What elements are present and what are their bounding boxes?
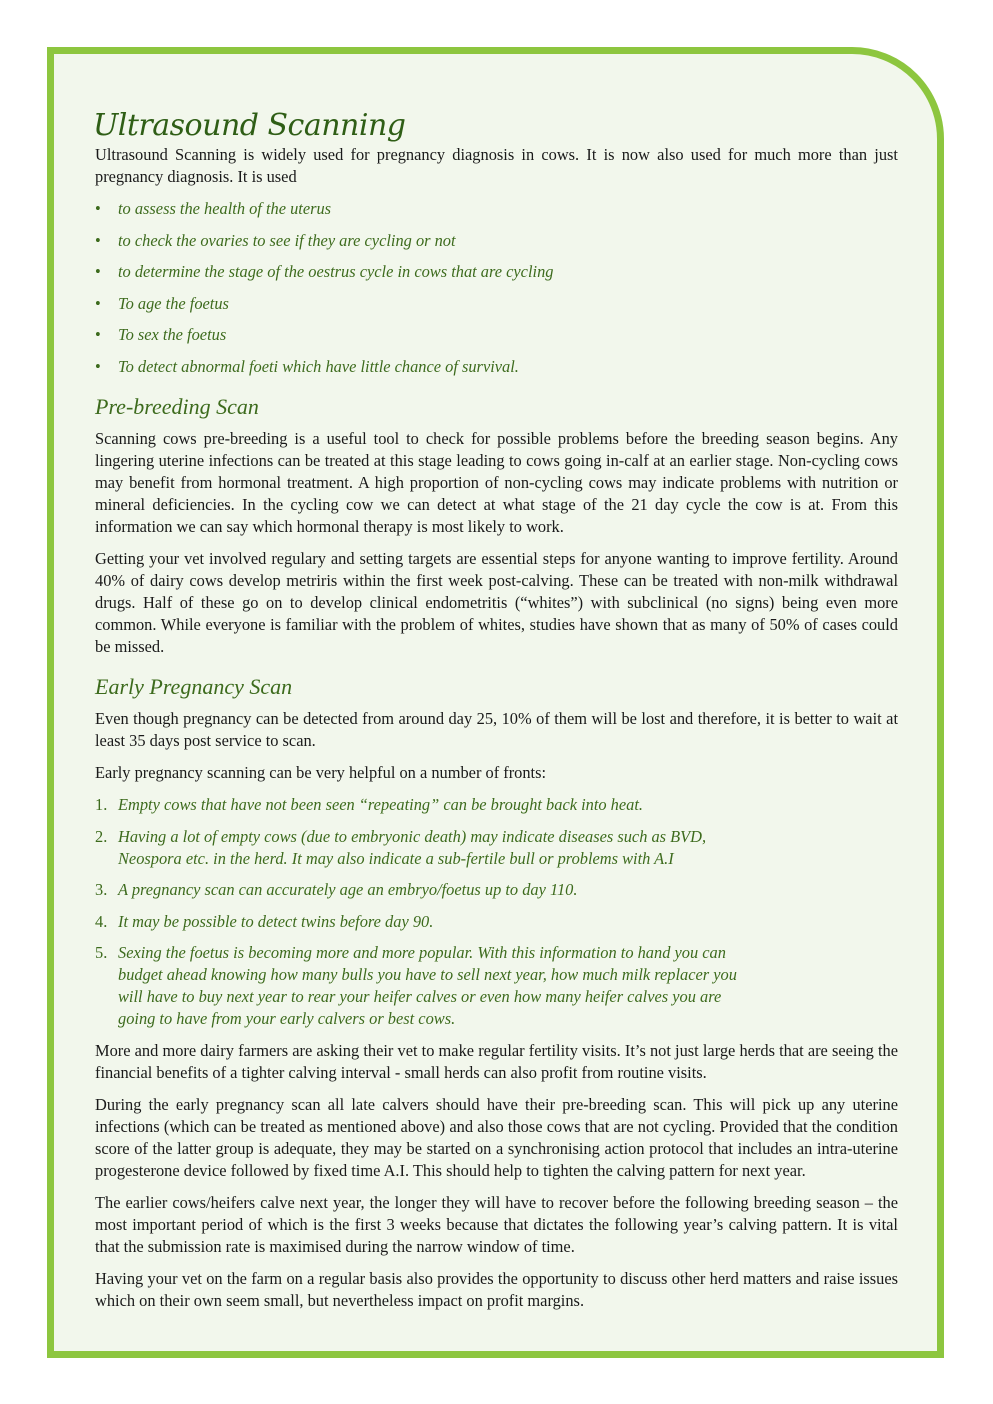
- list-item: • To detect abnormal foeti which have little chance of survival.: [95, 356, 519, 376]
- intro-paragraph: Ultrasound Scanning is widely used for pregnancy diagnosis in cows. It is now also used for much more than just pregnancy diagnosis. It is used: [95, 145, 898, 186]
- page-title: Ultrasound Scanning: [93, 108, 406, 143]
- list-item: • To sex the foetus: [95, 325, 227, 345]
- list-item: 5. Sexing the foetus is becoming more and more popular. With this information to hand you can budget ahead knowing how many bulls you have to sell next year, how much milk replacer you will have to buy next year to rear your heifer calves or even how many heifer calves you are going to have from your early calvers or best cows.: [95, 943, 737, 1029]
- paragraph: Having your vet on the farm on a regular basis also provides the opportunity to discuss other herd matters and raise issues which on their own seem small, but nevertheless impact on profit margins.: [95, 1269, 898, 1311]
- list-item: • to assess the health of the uterus: [95, 199, 332, 218]
- paragraph: The earlier cows/heifers calve next year, the longer they will have to recover before the following breeding season – the most important period of which is the first 3 weeks because that dictates the following year’s calving pattern. It is vital that the submission rate is maximised during the narrow window of time.: [95, 1193, 898, 1257]
- list-item: 2. Having a lot of empty cows (due to embryonic death) may indicate diseases such as BVD, Neospora etc. in the herd. It may also indicate a sub-fertile bull or problems with A.I: [95, 826, 707, 868]
- bullet-icon: •: [95, 230, 101, 250]
- list-item: • To age the foetus: [95, 293, 229, 313]
- list-item: • to determine the stage of the oestrus cycle in cows that are cycling: [95, 262, 554, 282]
- paragraph: Scanning cows pre-breeding is a useful tool to check for possible problems before the breeding season begins. Any lingering uterine infections can be treated at this stage leading to cows going in-calf at an earlier stage. Non-cycling cows may benefit from hormonal treatment. A high proportion of non-cycling cows may indicate problems with nutrition or mineral deficiencies. In the cycling cow we can detect at what stage of the 21 day cycle the cow is at. From this information we can say which hormonal therapy is most likely to work.: [95, 428, 898, 536]
- uses-list: [95, 198, 898, 378]
- list-item: 4. It may be possible to detect twins before day 90.: [95, 911, 434, 931]
- list-item: 3. A pregnancy scan can accurately age an embryo/foetus up to day 110.: [95, 880, 578, 900]
- list-item: 1. Empty cows that have not been seen “repeating” can be brought back into heat.: [95, 794, 644, 814]
- section-heading-pre-breeding: Pre-breeding Scan: [95, 393, 259, 419]
- paragraph: During the early pregnancy scan all late calvers should have their pre-breeding scan. This will pick up any uterine infections (which can be treated as mentioned above) and also those cows that are not cycling. Provided that the condition score of the latter group is adequate, they may be started on a synchronising action protocol that includes an intra-uterine progesterone device followed by fixed time A.I. This should help to tighten the calving pattern for next year.: [95, 1095, 898, 1181]
- document-content: [95, 108, 898, 1322]
- paragraph: Early pregnancy scanning can be very helpful on a number of fronts:: [95, 762, 547, 782]
- bullet-icon: •: [95, 293, 101, 313]
- paragraph: Even though pregnancy can be detected from around day 25, 10% of them will be lost and therefore, it is better to wait at least 35 days post service to scan.: [95, 708, 898, 750]
- paragraph: Getting your vet involved regulary and setting targets are essential steps for anyone wanting to improve fertility. Around 40% of dairy cows develop metriris within the first week post-calving. These can be treated with non-milk withdrawal drugs. Half of these go on to develop clinical endometritis (“whites”) with subclinical (no signs) being even more common. While everyone is familiar with the problem of whites, studies have shown that as many of 50% of cases could be missed.: [95, 548, 898, 656]
- bullet-icon: •: [95, 199, 101, 218]
- bullet-icon: •: [95, 325, 101, 345]
- list-item: • to check the ovaries to see if they are cycling or not: [95, 230, 456, 250]
- bullet-icon: •: [95, 356, 101, 376]
- paragraph: More and more dairy farmers are asking their vet to make regular fertility visits. It’s not just large herds that are seeing the financial benefits of a tighter calving interval - small herds can also profit from routine visits.: [95, 1041, 898, 1083]
- fronts-list: [95, 794, 898, 1030]
- bullet-icon: •: [95, 262, 101, 282]
- section-heading-early-pregnancy: Early Pregnancy Scan: [95, 673, 293, 699]
